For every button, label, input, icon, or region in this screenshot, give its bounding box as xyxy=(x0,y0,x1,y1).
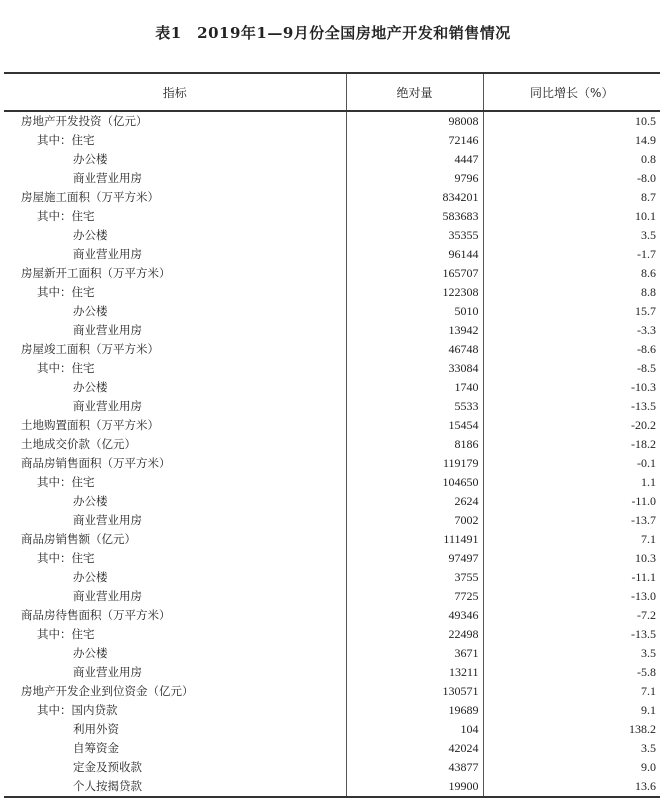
indicator-cell: 其中：住宅 xyxy=(37,475,95,489)
indicator-cell: 商业营业用房 xyxy=(73,323,142,337)
yoy-growth-cell: -13.5 xyxy=(483,397,660,416)
absolute-value-cell: 1740 xyxy=(346,378,483,397)
absolute-value-cell: 96144 xyxy=(346,245,483,264)
table-row xyxy=(4,511,660,530)
table-row xyxy=(4,131,660,150)
table-row xyxy=(4,758,660,777)
yoy-growth-cell: -8.0 xyxy=(483,169,660,188)
yoy-growth-cell: 10.5 xyxy=(483,111,660,131)
table-row xyxy=(4,720,660,739)
table-row xyxy=(4,264,660,283)
absolute-value-cell: 43877 xyxy=(346,758,483,777)
yoy-growth-cell: -8.6 xyxy=(483,340,660,359)
yoy-growth-cell: 7.1 xyxy=(483,682,660,701)
indicator-cell: 商业营业用房 xyxy=(73,399,142,413)
absolute-value-cell: 35355 xyxy=(346,226,483,245)
table-row xyxy=(4,644,660,663)
yoy-growth-cell: 13.6 xyxy=(483,777,660,797)
table-row xyxy=(4,739,660,758)
indicator-cell: 商品房待售面积（万平方米） xyxy=(21,608,171,622)
yoy-growth-cell: 3.5 xyxy=(483,739,660,758)
yoy-growth-cell: 10.1 xyxy=(483,207,660,226)
yoy-growth-cell: -18.2 xyxy=(483,435,660,454)
absolute-value-cell: 5010 xyxy=(346,302,483,321)
table-row xyxy=(4,283,660,302)
table-row xyxy=(4,416,660,435)
absolute-value-cell: 2624 xyxy=(346,492,483,511)
table-row xyxy=(4,111,660,131)
absolute-value-cell: 8186 xyxy=(346,435,483,454)
column-header-yoy-growth: 同比增长（%） xyxy=(483,73,660,111)
absolute-value-cell: 19900 xyxy=(346,777,483,797)
yoy-growth-cell: 10.3 xyxy=(483,549,660,568)
absolute-value-cell: 13942 xyxy=(346,321,483,340)
indicator-cell: 房地产开发投资（亿元） xyxy=(21,114,148,128)
table-row xyxy=(4,321,660,340)
table-header-row xyxy=(4,73,660,111)
indicator-cell: 其中：国内贷款 xyxy=(37,703,118,717)
yoy-growth-cell: -0.1 xyxy=(483,454,660,473)
absolute-value-cell: 49346 xyxy=(346,606,483,625)
yoy-growth-cell: 3.5 xyxy=(483,226,660,245)
indicator-cell: 其中：住宅 xyxy=(37,361,95,375)
indicator-cell: 办公楼 xyxy=(73,228,108,242)
yoy-growth-cell: 8.7 xyxy=(483,188,660,207)
indicator-cell: 商业营业用房 xyxy=(73,589,142,603)
absolute-value-cell: 104 xyxy=(346,720,483,739)
absolute-value-cell: 13211 xyxy=(346,663,483,682)
yoy-growth-cell: -10.3 xyxy=(483,378,660,397)
yoy-growth-cell: -1.7 xyxy=(483,245,660,264)
absolute-value-cell: 72146 xyxy=(346,131,483,150)
yoy-growth-cell: 1.1 xyxy=(483,473,660,492)
table-row xyxy=(4,169,660,188)
indicator-cell: 办公楼 xyxy=(73,570,108,584)
table-row xyxy=(4,226,660,245)
absolute-value-cell: 7725 xyxy=(346,587,483,606)
yoy-growth-cell: 138.2 xyxy=(483,720,660,739)
table-row xyxy=(4,207,660,226)
yoy-growth-cell: 14.9 xyxy=(483,131,660,150)
yoy-growth-cell: 0.8 xyxy=(483,150,660,169)
absolute-value-cell: 130571 xyxy=(346,682,483,701)
indicator-cell: 房屋新开工面积（万平方米） xyxy=(21,266,171,280)
absolute-value-cell: 98008 xyxy=(346,111,483,131)
absolute-value-cell: 3671 xyxy=(346,644,483,663)
indicator-cell: 房地产开发企业到位资金（亿元） xyxy=(21,684,194,698)
indicator-cell: 利用外资 xyxy=(73,722,119,736)
absolute-value-cell: 7002 xyxy=(346,511,483,530)
yoy-growth-cell: -13.7 xyxy=(483,511,660,530)
indicator-cell: 个人按揭贷款 xyxy=(4,777,346,797)
absolute-value-cell: 104650 xyxy=(346,473,483,492)
absolute-value-cell: 15454 xyxy=(346,416,483,435)
table-row xyxy=(4,492,660,511)
indicator-cell: 其中：住宅 xyxy=(37,209,95,223)
table-row xyxy=(4,568,660,587)
table-row xyxy=(4,454,660,473)
absolute-value-cell: 46748 xyxy=(346,340,483,359)
table-row xyxy=(4,587,660,606)
absolute-value-cell: 165707 xyxy=(346,264,483,283)
table-body xyxy=(4,111,660,797)
absolute-value-cell: 583683 xyxy=(346,207,483,226)
indicator-cell: 房屋竣工面积（万平方米） xyxy=(21,342,159,356)
indicator-cell: 商业营业用房 xyxy=(73,171,142,185)
indicator-cell: 土地购置面积（万平方米） xyxy=(21,418,159,432)
yoy-growth-cell: -13.5 xyxy=(483,625,660,644)
absolute-value-cell: 33084 xyxy=(346,359,483,378)
indicator-cell: 自筹资金 xyxy=(73,741,119,755)
indicator-cell: 商业营业用房 xyxy=(73,513,142,527)
absolute-value-cell: 5533 xyxy=(346,397,483,416)
table-row xyxy=(4,663,660,682)
table-row xyxy=(4,701,660,720)
yoy-growth-cell: -8.5 xyxy=(483,359,660,378)
table-row xyxy=(4,777,660,797)
table-row xyxy=(4,435,660,454)
column-header-absolute-value: 绝对量 xyxy=(346,73,483,111)
table-row xyxy=(4,340,660,359)
indicator-cell: 商业营业用房 xyxy=(73,665,142,679)
indicator-cell: 办公楼 xyxy=(73,646,108,660)
absolute-value-cell: 111491 xyxy=(346,530,483,549)
table-row xyxy=(4,359,660,378)
table-row xyxy=(4,530,660,549)
table-row xyxy=(4,397,660,416)
yoy-growth-cell: 9.0 xyxy=(483,758,660,777)
indicator-cell: 土地成交价款（亿元） xyxy=(21,437,136,451)
absolute-value-cell: 22498 xyxy=(346,625,483,644)
absolute-value-cell: 9796 xyxy=(346,169,483,188)
yoy-growth-cell: 3.5 xyxy=(483,644,660,663)
absolute-value-cell: 3755 xyxy=(346,568,483,587)
table-row xyxy=(4,549,660,568)
yoy-growth-cell: 9.1 xyxy=(483,701,660,720)
yoy-growth-cell: -7.2 xyxy=(483,606,660,625)
statistics-table xyxy=(4,72,660,798)
absolute-value-cell: 834201 xyxy=(346,188,483,207)
indicator-cell: 其中：住宅 xyxy=(37,133,95,147)
table-row xyxy=(4,302,660,321)
indicator-cell: 定金及预收款 xyxy=(73,760,142,774)
yoy-growth-cell: -11.0 xyxy=(483,492,660,511)
indicator-cell: 房屋施工面积（万平方米） xyxy=(21,190,159,204)
column-header-indicator: 指标 xyxy=(4,73,346,111)
table-row xyxy=(4,378,660,397)
indicator-cell: 办公楼 xyxy=(73,152,108,166)
table-row xyxy=(4,150,660,169)
indicator-cell: 商品房销售面积（万平方米） xyxy=(21,456,171,470)
table-row xyxy=(4,245,660,264)
yoy-growth-cell: -11.1 xyxy=(483,568,660,587)
indicator-cell: 其中：住宅 xyxy=(37,551,95,565)
yoy-growth-cell: 8.8 xyxy=(483,283,660,302)
absolute-value-cell: 4447 xyxy=(346,150,483,169)
indicator-cell: 办公楼 xyxy=(73,380,108,394)
indicator-cell: 办公楼 xyxy=(73,304,108,318)
table-row xyxy=(4,625,660,644)
indicator-cell: 其中：住宅 xyxy=(37,627,95,641)
absolute-value-cell: 42024 xyxy=(346,739,483,758)
yoy-growth-cell: 7.1 xyxy=(483,530,660,549)
table-row xyxy=(4,188,660,207)
yoy-growth-cell: -5.8 xyxy=(483,663,660,682)
indicator-cell: 办公楼 xyxy=(73,494,108,508)
table-row xyxy=(4,606,660,625)
indicator-cell: 其中：住宅 xyxy=(37,285,95,299)
absolute-value-cell: 97497 xyxy=(346,549,483,568)
table-title: 表1 2019年1—9月份全国房地产开发和销售情况 xyxy=(155,24,511,42)
table-row xyxy=(4,473,660,492)
absolute-value-cell: 19689 xyxy=(346,701,483,720)
absolute-value-cell: 122308 xyxy=(346,283,483,302)
absolute-value-cell: 119179 xyxy=(346,454,483,473)
table-row xyxy=(4,682,660,701)
yoy-growth-cell: -13.0 xyxy=(483,587,660,606)
yoy-growth-cell: 15.7 xyxy=(483,302,660,321)
yoy-growth-cell: 8.6 xyxy=(483,264,660,283)
indicator-cell: 商业营业用房 xyxy=(73,247,142,261)
yoy-growth-cell: -20.2 xyxy=(483,416,660,435)
indicator-cell: 商品房销售额（亿元） xyxy=(21,532,136,546)
yoy-growth-cell: -3.3 xyxy=(483,321,660,340)
